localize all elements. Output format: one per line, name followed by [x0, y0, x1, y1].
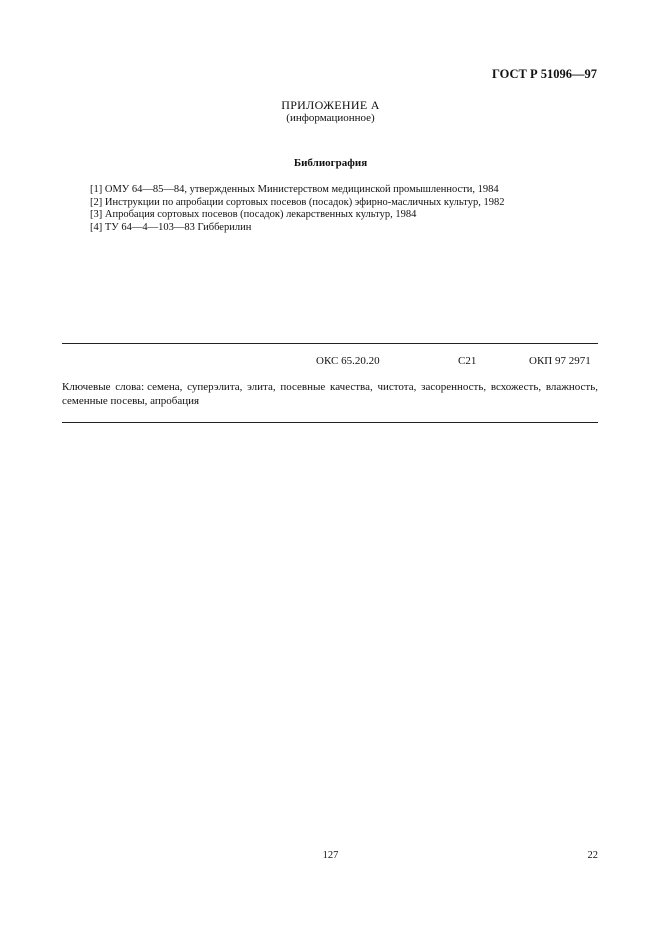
oks-code: ОКС 65.20.20: [316, 355, 380, 367]
keywords-text: семена, суперэлита, элита, посевные качества, чистота, засоренность, всхожесть, влажность, семенные посевы, апробация: [62, 381, 598, 407]
appendix-title: ПРИЛОЖЕНИЕ А: [281, 98, 380, 112]
sheet-number: 22: [587, 850, 598, 861]
page-number: 127: [322, 850, 339, 861]
bibliography-heading: Библиография: [293, 157, 368, 169]
okp-code: ОКП 97 2971: [529, 355, 591, 367]
bibliography-item: [3] Апробация сортовых посевов (посадок) лекарственных культур, 1984: [90, 209, 417, 220]
divider-bottom: [62, 422, 598, 423]
group-code: С21: [458, 355, 477, 367]
bibliography-item: [2] Инструкции по апробации сортовых посевов (посадок) эфирно-масличных культур, 1982: [90, 196, 505, 208]
keywords-block: [62, 381, 598, 408]
bibliography-item: [1] ОМУ 64—85—84, утвержденных Министерством медицинской промышленности, 1984: [90, 184, 499, 195]
keywords-label: Ключевые слова:: [62, 381, 145, 393]
standard-code: ГОСТ Р 51096—97: [491, 67, 597, 81]
appendix-subtitle: (информационное): [286, 112, 375, 124]
bibliography-item: [4] ТУ 64—4—103—83 Гибберилин: [90, 221, 252, 233]
bibliography-list: [90, 184, 504, 234]
divider-top: [62, 343, 598, 344]
